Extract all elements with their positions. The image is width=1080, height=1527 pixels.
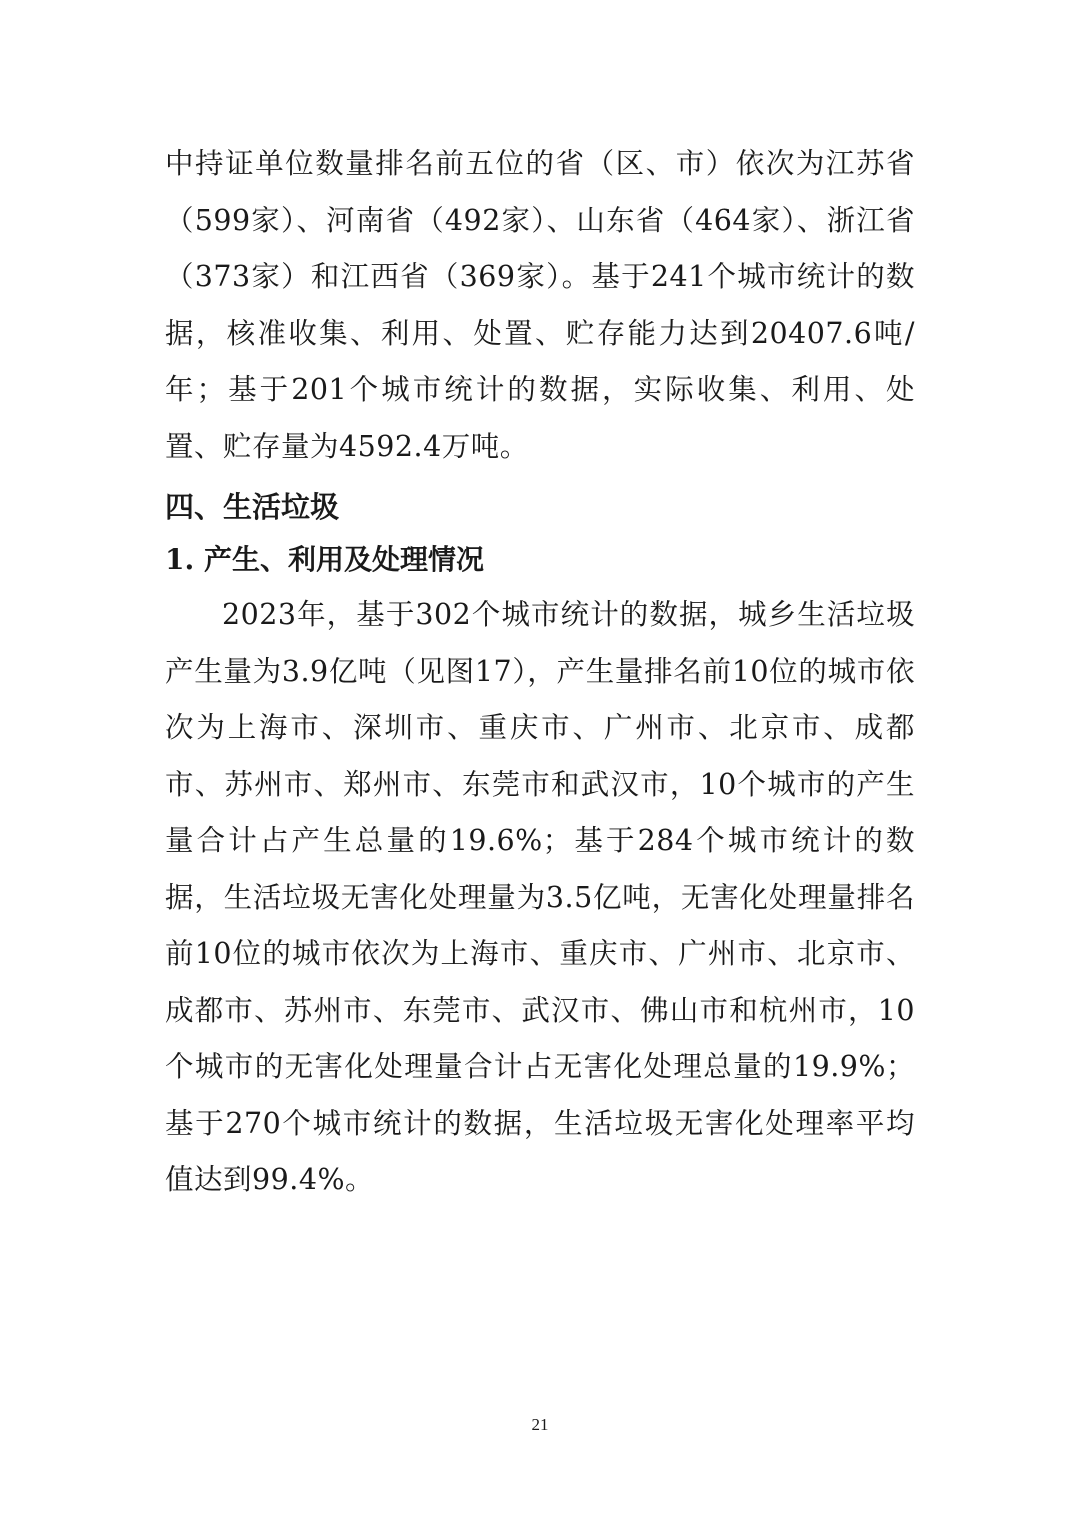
paragraph-hazardous-waste-summary: 中持证单位数量排名前五位的省（区、市）依次为江苏省（599家）、河南省（492家）、山东省（464家）、浙江省（373家）和江西省（369家）。基于241个城市统计的数据，核准收集、利用、处置、贮存能力达到20407.6吨/年；基于201个城市统计的数据，实际收集、利用、处置、贮存量为4592.4万吨。 [165,147,915,463]
document-page [165,136,915,1209]
page-number: 21 [531,1415,549,1434]
paragraph-household-waste: 2023年，基于302个城市统计的数据，城乡生活垃圾产生量为3.9亿吨（见图17），产生量排名前10位的城市依次为上海市、深圳市、重庆市、广州市、北京市、成都市、苏州市、郑州市、东莞市和武汉市，10个城市的产生量合计占产生总量的19.6%；基于284个城市统计的数据，生活垃圾无害化处理量为3.5亿吨，无害化处理量排名前10位的城市依次为上海市、重庆市、广州市、北京市、成都市、苏州市、东莞市、武汉市、佛山市和杭州市，10个城市的无害化处理量合计占无害化处理总量的19.9%；基于270个城市统计的数据，生活垃圾无害化处理率平均值达到99.4%。 [165,598,915,1196]
section-heading: 四、生活垃圾 [165,490,340,524]
subsection-heading: 1. 产生、利用及处理情况 [165,543,484,576]
